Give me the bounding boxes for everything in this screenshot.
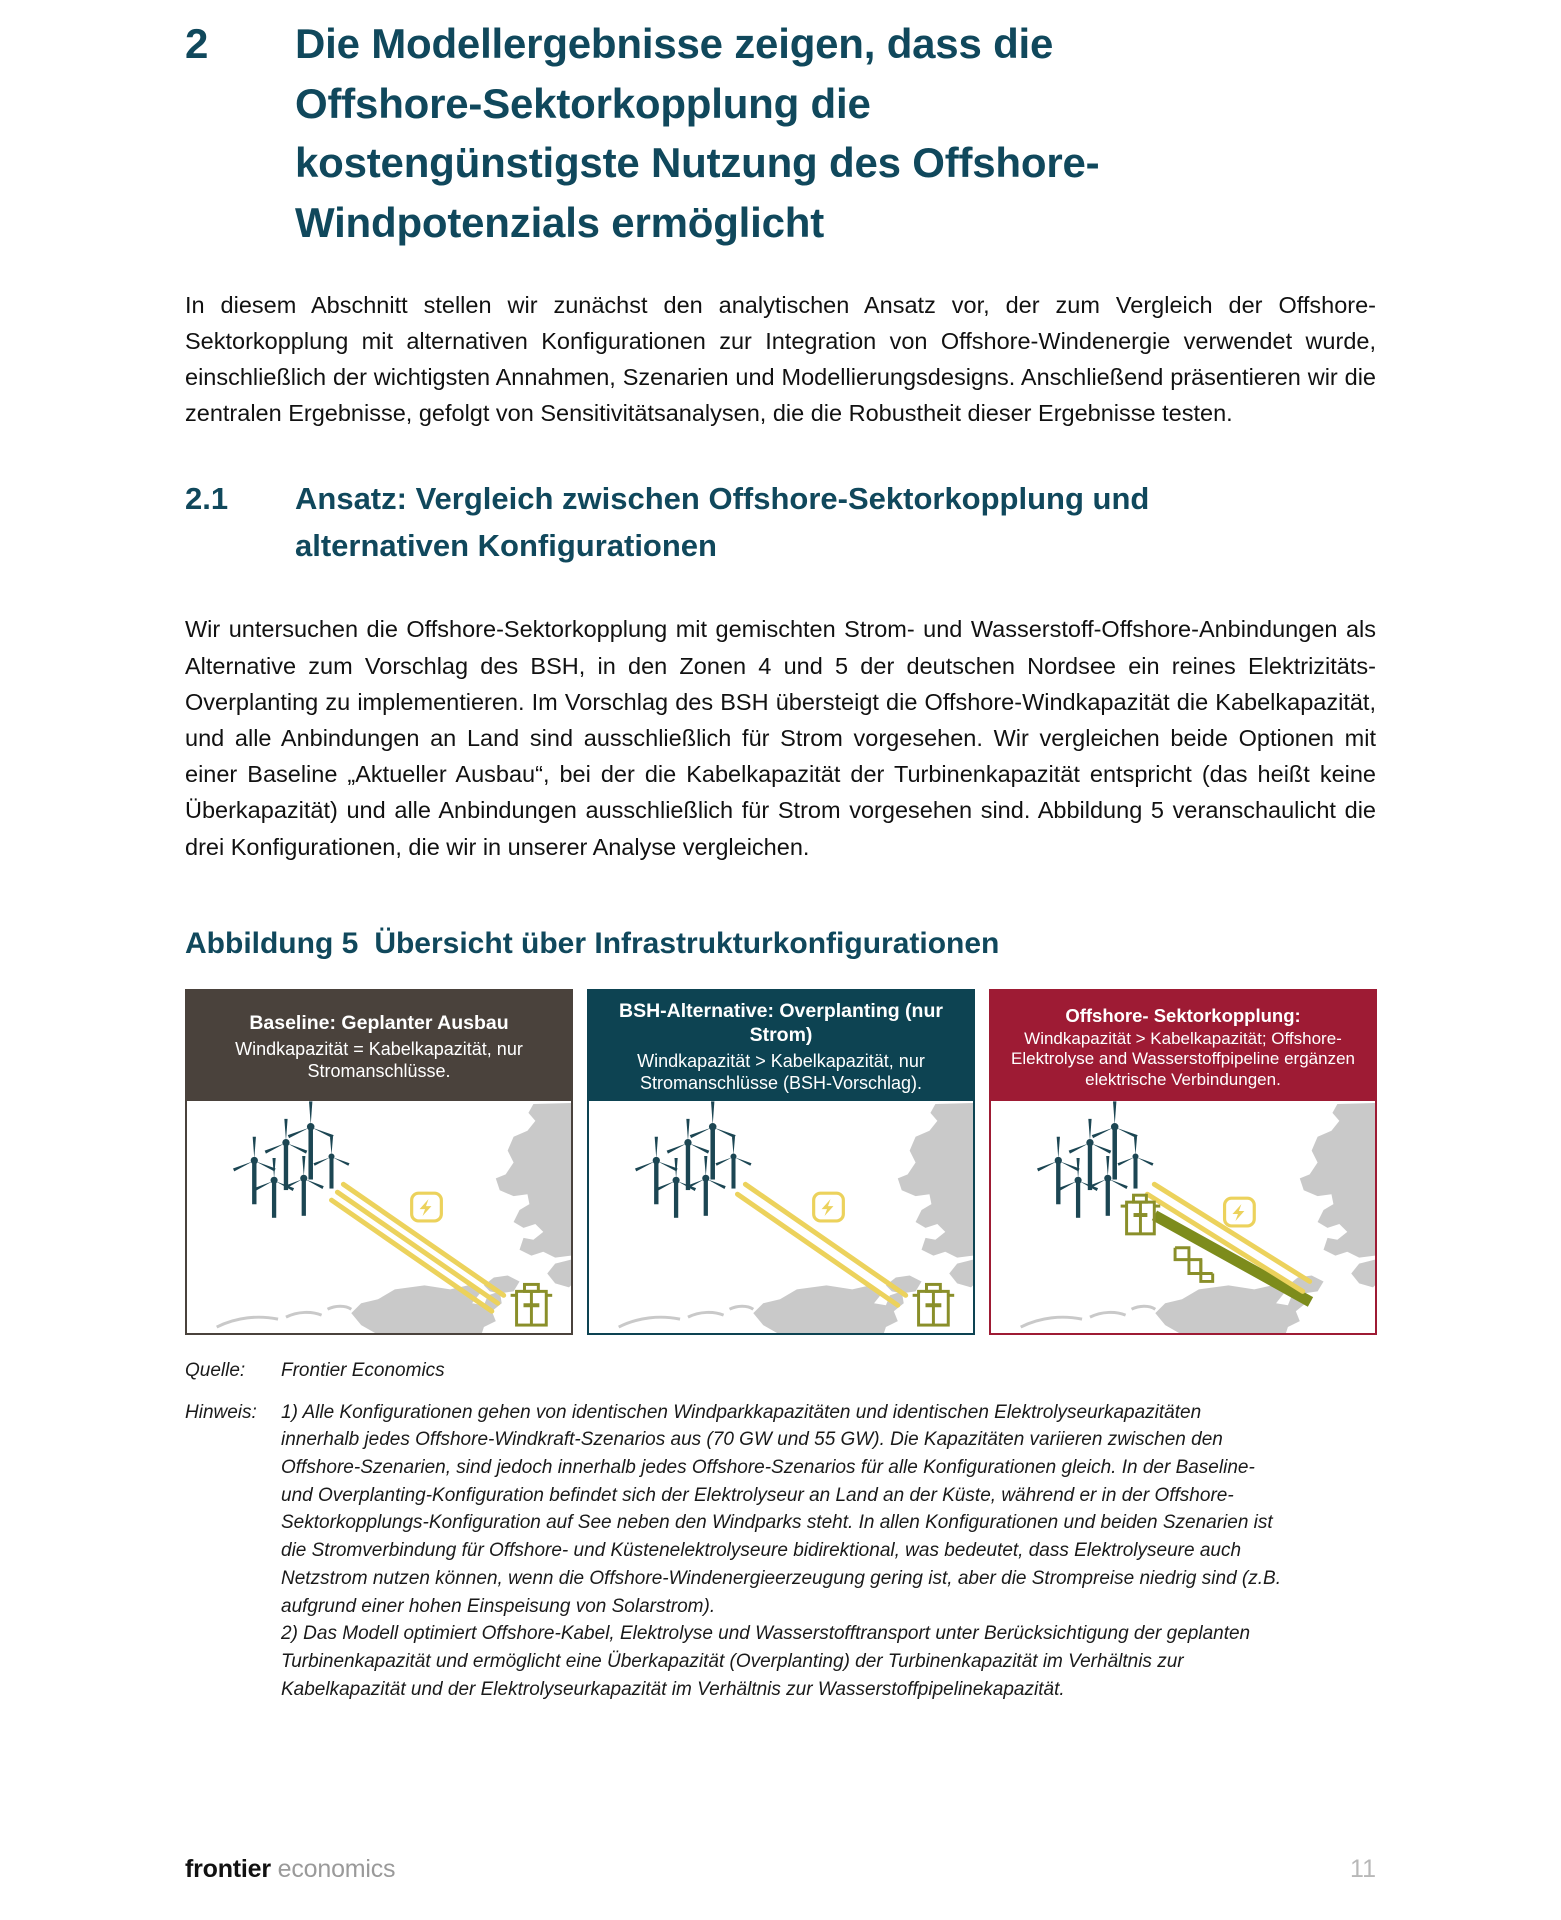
note-label: Hinweis: (185, 1401, 257, 1423)
logo-bold-text: frontier (185, 1855, 271, 1883)
source-value: Frontier Economics (281, 1359, 445, 1381)
bsh-map-illustration (589, 1101, 973, 1333)
panel-offshore-header (989, 989, 1377, 1101)
intro-paragraph: In diesem Abschnitt stellen wir zunächst den analytischen Ansatz vor, der zum Vergleich der Offshore-Sektorkopplung mit alternativen Konfigurationen zur Integration von Offshore-Windenergie verwendet wurde, einschließlich der wichtigsten Annahmen, Szenarien und Modellierungsdesigns. Anschließend präsentieren wir die zentralen Ergebnisse, gefolgt von Sensitivitätsanalysen, die die Robustheit dieser Ergebnisse testen. (185, 291, 1376, 427)
baseline-map-illustration (187, 1101, 571, 1333)
page-footer (185, 1855, 1376, 1884)
electricity-bolt-icon (814, 1193, 844, 1221)
figure-notes (185, 1357, 1376, 1704)
panel-baseline-map (185, 1101, 573, 1335)
panel-bsh-map (587, 1101, 975, 1335)
electricity-bolt-icon (1225, 1198, 1255, 1226)
frontier-economics-logo (185, 1855, 395, 1884)
electrolyser-icon (1121, 1195, 1161, 1234)
figure-panels (185, 989, 1377, 1335)
subsection-heading (185, 475, 1376, 569)
subsection-title: Ansatz: Vergleich zwischen Offshore-Sektorkopplung und alternativen Konfigurationen (295, 481, 1150, 564)
section-title: Die Modellergebnisse zeigen, dass die Offshore-Sektorkopplung die kostengünstigste Nutzung des Offshore-Windpotenzials ermöglicht (295, 20, 1100, 246)
panel-baseline-header (185, 989, 573, 1101)
electricity-bolt-icon (412, 1193, 442, 1221)
panel-bsh-subheading: Windkapazität > Kabelkapazität, nur Stromanschlüsse (BSH-Vorschlag). (637, 1050, 925, 1094)
panel-offshore-map (989, 1101, 1377, 1335)
note-value (281, 1399, 1281, 1704)
note-2: 2) Das Modell optimiert Offshore-Kabel, Elektrolyse und Wasserstofftransport unter Berücksichtigung der geplanten Turbinenkapazität und ermöglicht eine Überkapazität (Overplanting) der Turbinenkapazität im Verhältnis zur Kabelkapazität und der Elektrolyseurkapazität im Verhältnis zur Wasserstoffpipelinekapazität. (281, 1623, 1251, 1700)
figure-caption (185, 927, 1376, 961)
note-row (185, 1399, 1376, 1704)
wind-turbine-icon (1037, 1101, 1154, 1217)
logo-light-text: economics (277, 1855, 396, 1883)
section-heading (185, 14, 1376, 253)
panel-baseline-heading: Baseline: Geplanter Ausbau (249, 1012, 509, 1035)
panel-bsh-heading: BSH-Alternative: Overplanting (nur Strom) (619, 1000, 943, 1047)
panel-bsh-alternative (587, 989, 975, 1335)
wind-turbine-icon (635, 1101, 752, 1217)
electrolyser-icon (913, 1284, 955, 1325)
landmass-shape (1021, 1103, 1375, 1333)
section-number: 2 (185, 20, 209, 67)
offshore-map-illustration (991, 1101, 1375, 1333)
source-row (185, 1357, 1376, 1385)
panel-bsh-header (587, 989, 975, 1101)
electrolyser-icon (511, 1284, 553, 1325)
subsection-paragraph: Wir untersuchen die Offshore-Sektorkopplung mit gemischten Strom- und Wasserstoff-Offshore-Anbindungen als Alternative zum Vorschlag des BSH, in den Zonen 4 und 5 der deutschen Nordsee ein reines Elektrizitäts-Overplanting zu implementieren. Im Vorschlag des BSH übersteigt die Offshore-Windkapazität die Kabelkapazität, und alle Anbindungen an Land sind ausschließlich für Strom vorgesehen. Wir vergleichen beide Optionen mit einer Baseline „Aktueller Ausbau“, bei der die Kabelkapazität der Turbinenkapazität entspricht (das heißt keine Überkapazität) und alle Anbindungen ausschließlich für Strom vorgesehen sind. Abbildung 5 veranschaulicht die drei Konfigurationen, die wir in unserer Analyse vergleichen. (185, 616, 1376, 860)
panel-baseline (185, 989, 573, 1335)
pipe-icon (1175, 1248, 1213, 1282)
figure-title: Übersicht über Infrastrukturkonfigurationen (374, 926, 1000, 960)
source-label: Quelle: (185, 1359, 246, 1381)
subsection-number: 2.1 (185, 481, 229, 517)
panel-baseline-subheading: Windkapazität = Kabelkapazität, nur Stromanschlüsse. (235, 1038, 523, 1081)
panel-offshore-heading: Offshore- Sektorkopplung: (1065, 1004, 1301, 1026)
page-number: 11 (1350, 1855, 1376, 1883)
figure-label: Abbildung 5 (185, 926, 359, 960)
note-1: 1) Alle Konfigurationen gehen von identischen Windparkkapazitäten und identischen Elektrolyseurkapazitäten innerhalb jedes Offshore-Windkraft-Szenarios aus (70 GW und 55 GW). Die Kapazitäten variieren zwischen den Offshore-Szenarien, sind jedoch innerhalb jedes Offshore-Szenarios für alle Konfigurationen gleich. In der Baseline- und Overplanting-Konfiguration befindet sich der Elektrolyseur an Land an der Küste, während er in der Offshore-Sektorkopplungs-Konfiguration auf See neben den Windparks steht. In allen Konfigurationen und beiden Szenarien ist die Stromverbindung für Offshore- und Küstenelektrolyseure bidirektional, was bedeutet, dass Elektrolyseure auch Netzstrom nutzen können, wenn die Offshore-Windenergieerzeugung gering ist, aber die Strompreise niedrig sind (z.B. aufgrund einer hohen Einspeisung von Solarstrom). (281, 1401, 1281, 1617)
panel-offshore-subheading: Windkapazität > Kabelkapazität; Offshore-Elektrolyse and Wasserstoffpipeline ergänzen elektrische Verbindungen. (1011, 1028, 1355, 1089)
panel-offshore-sector-coupling (989, 989, 1377, 1335)
